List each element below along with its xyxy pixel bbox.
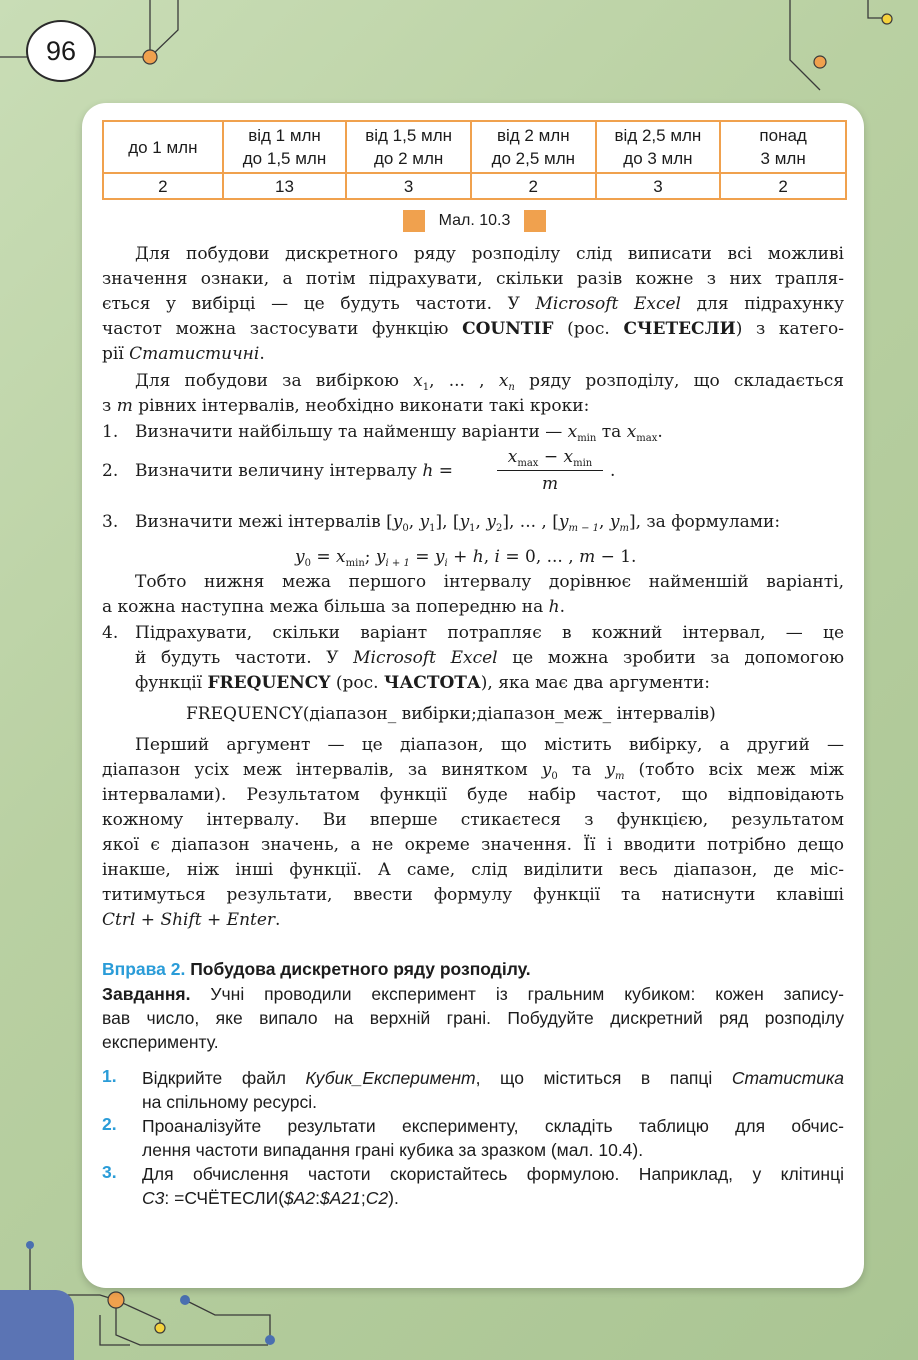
exercise-item2-line2: лення частоти випадання грані кубика за зразком (мал. 10.4).: [142, 1140, 644, 1160]
para2-line2: з m рівних інтервалів, необхідно виконати такі кроки:: [102, 396, 590, 416]
exercise-item2-line1: Проаналізуйте результати експерименту, складіть таблицю для обчис-: [142, 1116, 844, 1136]
table-value-cell: 3: [596, 173, 721, 199]
step2-period: .: [610, 461, 616, 481]
para2-line1: Для побудови за вибіркою $x_1$, ... , $x_n$ ряду розподілу, що складається: [135, 371, 845, 393]
caption-text: Мал. 10.3: [438, 212, 511, 229]
table-value-cell: 3: [346, 173, 471, 199]
para3-line5: якої є діапазон значень, а не окреме значення. Її і вводити потрібно дещо: [102, 835, 844, 855]
exercise-item3-number: 3.: [102, 1162, 117, 1182]
table-header-cell: від 2 млн до 2,5 млн: [471, 121, 596, 173]
exercise-task-line1: Завдання. Учні проводили експеримент із гральним кубиком: кожен запису-: [102, 984, 844, 1004]
table-value-cell: 2: [471, 173, 596, 199]
fraction-numerator: $x_{max} - x_{min}$: [507, 447, 593, 469]
step1-number: 1.: [102, 422, 119, 442]
corner-accent-block: [0, 1290, 74, 1360]
exercise-task-line3: експерименту.: [102, 1032, 219, 1052]
fraction-bar: [497, 470, 603, 471]
para3-line7: титимуться результати, ввести формулу функції та натиснути клавіші: [102, 885, 844, 905]
para3-line2: діапазон усіх меж інтервалів, за винятком $y_0$ та $y_m$ (тобто всіх меж між: [102, 760, 844, 782]
para3-line1: Перший аргумент — це діапазон, що містить вибірку, а другий —: [135, 735, 844, 755]
exercise-item1-line2: на спільному ресурсі.: [142, 1092, 317, 1112]
exercise-item3-line1: Для обчислення частоти скористайтесь формулою. Наприклад, у клітинці: [142, 1164, 844, 1184]
content-card: [82, 103, 864, 1288]
para1-line5: рії Статистичні.: [102, 344, 265, 364]
step4-line1: Підрахувати, скільки варіант потрапляє в кожний інтервал, — це: [135, 623, 844, 643]
step1-text: Визначити найбільшу та найменшу варіанти — $x_{min}$ та $x_{max}$.: [135, 422, 663, 444]
caption-marker-right: [524, 210, 546, 232]
table-header-cell: від 1 млн до 1,5 млн: [223, 121, 347, 173]
exercise-heading: Вправа 2. Побудова дискретного ряду розподілу.: [102, 959, 531, 979]
step3-note-line1: Тобто нижня межа першого інтервалу дорівнює найменшій варіанті,: [135, 572, 844, 592]
frequency-formula: FREQUENCY(діапазон_ вибірки;діапазон_меж_ інтервалів): [186, 704, 716, 724]
step3-note-line2: а кожна наступна межа більша за попередню на h.: [102, 597, 565, 617]
table-header-cell: понад 3 млн: [720, 121, 846, 173]
step3-text: Визначити межі інтервалів [$y_0$, $y_1$], [$y_1$, $y_2$], ... , [$y_{m - 1}$, $y_m$], за формулами:: [135, 512, 781, 534]
table-value-cell: 2: [720, 173, 846, 199]
para3-line6: інакше, ніж інші функції. А саме, слід виділити весь діапазон, де міс-: [102, 860, 844, 880]
exercise-item1-line1: Відкрийте файл Кубик_Експеримент, що міститься в папці Статистика: [142, 1068, 844, 1088]
exercise-item1-number: 1.: [102, 1066, 117, 1086]
exercise-item3-line2: C3: =СЧЁТЕСЛИ($A2:$A21;C2).: [142, 1188, 399, 1208]
exercise-item2-number: 2.: [102, 1114, 117, 1134]
table-value-cell: 13: [223, 173, 347, 199]
step2-text: Визначити величину інтервалу h =: [135, 461, 453, 481]
para3-line3: інтервалами). Результатом функції буде набір частот, що відповідають: [102, 785, 844, 805]
para3-line4: кожному інтервалу. Ви вперше стикаєтеся з функцією, результатом: [102, 810, 844, 830]
para1-line4: частот можна застосувати функцію COUNTIF (рос. СЧЕТЕСЛИ) з катего-: [102, 319, 845, 339]
table-header-cell: від 1,5 млн до 2 млн: [346, 121, 471, 173]
step2-number: 2.: [102, 461, 119, 481]
para1-line2: значення ознаки, а потім підрахувати, скільки разів кожне з них трапля-: [102, 269, 844, 289]
table-header-cell: від 2,5 млн до 3 млн: [596, 121, 721, 173]
para1-line3: ється у вибірці — це будуть частоти. У Microsoft Excel для підрахунку: [102, 294, 844, 314]
para3-line8: Ctrl + Shift + Enter.: [102, 910, 281, 930]
fraction-denominator: m: [541, 474, 559, 494]
table-header-cell: до 1 млн: [103, 121, 223, 173]
step4-line3: функції FREQUENCY (рос. ЧАСТОТА), яка має два аргументи:: [135, 673, 710, 693]
bounds-formula: $y_0 = x_{min}$; $y_{i + 1} = y_i + h$, i = 0, ... , m − 1.: [295, 547, 637, 569]
step3-number: 3.: [102, 512, 119, 532]
caption-marker-left: [403, 210, 425, 232]
figure-caption: [102, 209, 847, 233]
frequency-table: [102, 120, 847, 200]
table-value-cell: 2: [103, 173, 223, 199]
exercise-task-line2: вав число, яке випало на верхній грані. Побудуйте дискретний ряд розподілу: [102, 1008, 844, 1028]
interval-formula-fraction: [497, 446, 603, 495]
para1-line1: Для побудови дискретного ряду розподілу слід виписати всі можливі: [135, 244, 844, 264]
step4-number: 4.: [102, 623, 119, 643]
step4-line2: й будуть частоти. У Microsoft Excel це можна зробити за допомогою: [135, 648, 845, 668]
page-number: 96: [26, 20, 96, 82]
